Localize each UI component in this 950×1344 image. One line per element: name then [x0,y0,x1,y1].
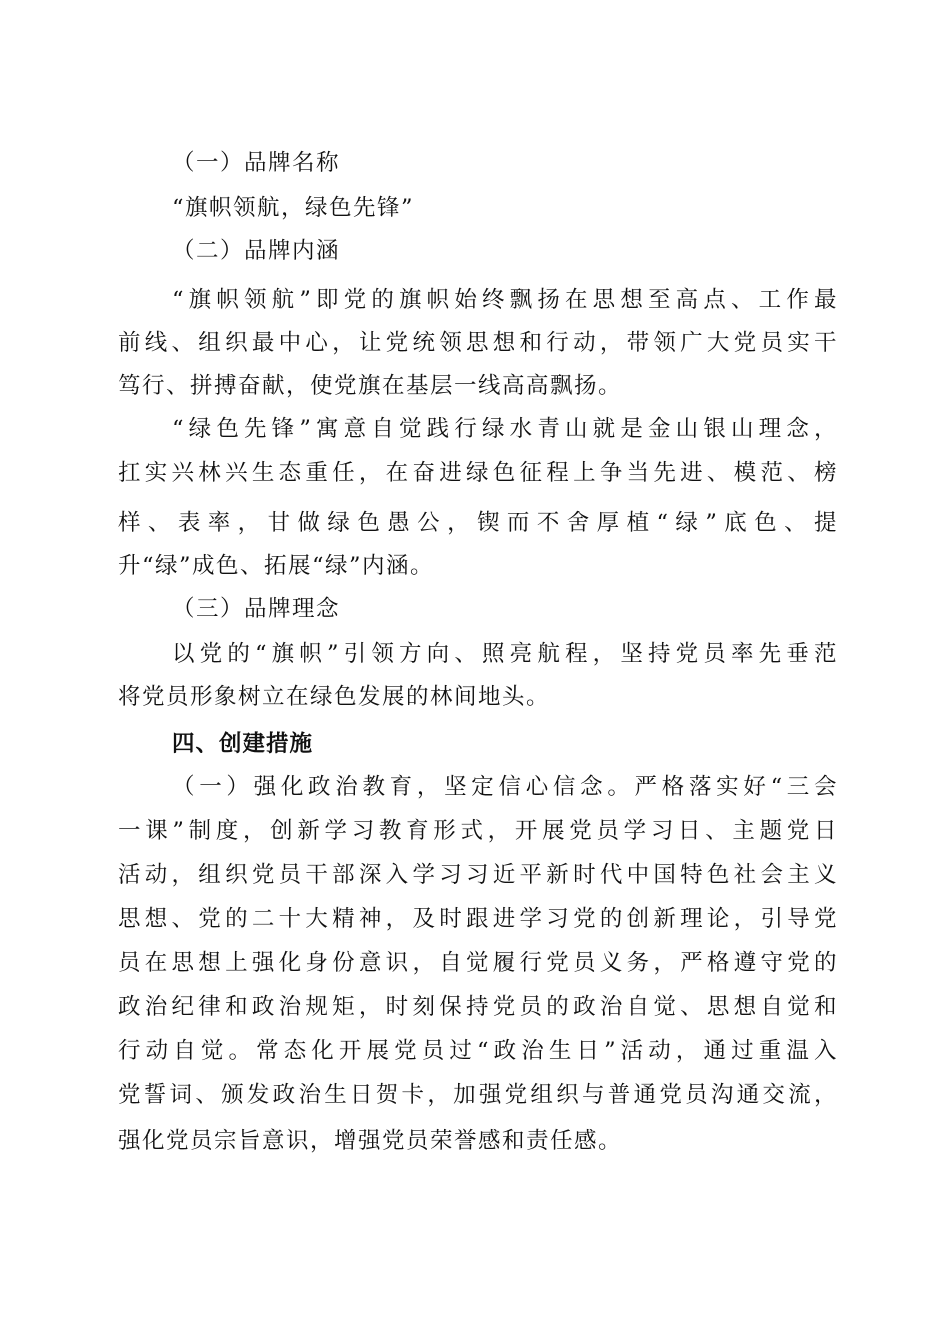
subsection-title-brand-name: （一）品牌名称 [172,150,341,176]
paragraph-line: 政治纪律和政治规矩，时刻保持党员的政治自觉、思想自觉和 [118,994,838,1020]
paragraph-line: “旗帜领航”即党的旗帜始终飘扬在思想至高点、工作最 [172,287,838,313]
paragraph-line: 活动，组织党员干部深入学习习近平新时代中国特色社会主义 [118,862,838,888]
paragraph-line: 样、表率，甘做绿色愚公，锲而不舍厚植“绿”底色、提 [118,510,838,536]
paragraph-line: 一课”制度，创新学习教育形式，开展党员学习日、主题党日 [118,818,838,844]
brand-name-text: “旗帜领航，绿色先锋” [172,195,415,221]
paragraph-line: 思想、党的二十大精神，及时跟进学习党的创新理论，引导党 [118,906,838,932]
paragraph-line: 升“绿”成色、拓展“绿”内涵。 [118,553,435,579]
paragraph-line: 行动自觉。常态化开展党员过“政治生日”活动，通过重温入 [118,1038,838,1064]
section-heading-measures: 四、创建措施 [172,731,314,757]
paragraph-line: （一）强化政治教育，坚定信心信念。严格落实好“三会 [172,774,838,800]
paragraph-line: 员在思想上强化身份意识，自觉履行党员义务，严格遵守党的 [118,950,838,976]
subsection-title-brand-connotation: （二）品牌内涵 [172,238,341,264]
paragraph-line: 将党员形象树立在绿色发展的林间地头。 [118,684,551,710]
subsection-title-brand-philosophy: （三）品牌理念 [172,596,341,622]
paragraph-line: 笃行、拼搏奋献，使党旗在基层一线高高飘扬。 [118,373,623,399]
paragraph-line: 党誓词、颁发政治生日贺卡，加强党组织与普通党员沟通交流， [118,1082,838,1108]
paragraph-line: 以党的“旗帜”引领方向、照亮航程，坚持党员率先垂范 [172,641,838,667]
paragraph-line: 前线、组织最中心，让党统领思想和行动，带领广大党员实干 [118,330,838,356]
paragraph-line: 扛实兴林兴生态重任，在奋进绿色征程上争当先进、模范、榜 [118,460,838,486]
paragraph-line: 强化党员宗旨意识，增强党员荣誉感和责任感。 [118,1128,623,1154]
paragraph-line: “绿色先锋”寓意自觉践行绿水青山就是金山银山理念， [172,416,838,442]
